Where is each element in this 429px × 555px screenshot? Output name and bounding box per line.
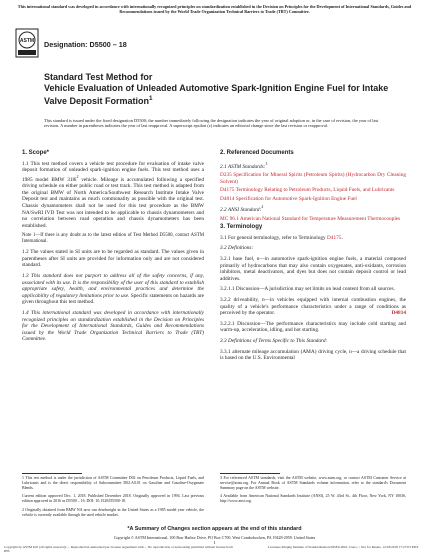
- paragraph-3-1: 3.1 For general terminology, refer to Terminology D4175.: [220, 234, 343, 241]
- copyright-line: Copyright © ASTM International, 100 Barr Harbor Drive, PO Box C700, West Conshohocken, PA 19428-2959. United States: [113, 535, 316, 540]
- footnote-1: 1 This test method is under the jurisdiction of ASTM Committee D02 on Petroleum Products, Liquid Fuels, and Lubricants and is the direct responsibility of Subcommittee D02.A0.01 on Gasoline and Gasoline-Oxygenate Blends.: [22, 476, 204, 490]
- reference-d4175[interactable]: D4175 Terminology Relating to Petroleum Products, Liquid Fuels, and Lubricants: [220, 187, 395, 194]
- footnote-3: 3 For referenced ASTM standards, visit the ASTM website, www.astm.org, or contact ASTM Customer Service at service@astm.org. For Annual Book of ASTM Standards volume information, refer to the standard's Document Summary page on the ASTM website.: [220, 476, 406, 490]
- reference-d235[interactable]: D235 Specification for Mineral Spirits (Petroleum Spirits) (Hydrocarbon Dry Cleaning Solvent): [220, 171, 406, 185]
- link-d4814[interactable]: D4814: [391, 310, 406, 317]
- paragraph-3-2: 3.2 Definitions:: [220, 245, 254, 252]
- note-1: Note 1—If there is any doubt as to the latest edition of Test Method D5500, contact ASTM International.: [22, 233, 204, 245]
- paragraph-1-2: 1.2 The values stated in SI units are to be regarded as standard. The values given in parentheses after SI units are provided for information only and are not considered standard.: [22, 249, 204, 269]
- footnote-divider-left: [22, 473, 82, 474]
- license-notice-left: Copyright by ASTM Int'l (all rights reserved); ... Reproduction authorized per License Agreement with ... No reproduction or networking permitted without license from IHS: [4, 545, 233, 554]
- right-column: [220, 148, 406, 366]
- paragraph-3-2-2-1: 3.2.2.1 Discussion—The performance characteristics may include cold starting and warm-up, acceleration, idling, and hot starting.: [220, 320, 406, 334]
- paragraph-3-2-1-1: 3.2.1.1 Discussion—A jurisdiction may set limits on lead content from all sources.: [220, 286, 395, 293]
- title-block: [44, 72, 394, 106]
- paragraph-1-1: 1.1 This test method covers a vehicle test procedure for evaluation of intake valve deposit formation of unleaded spark-ignition engine fuels. This test method uses a 1985 model BMW $318i^2$ vehicle. Mileage is accumulated following a specified driving schedule on either public road or test track. This test method is adapted from the original BMW of North America/Southwest Research Institute Intake Valve Deposit test and maintains as much commonality as possible with the original test. Chassis dynamometers shall not be used for this test procedure as the BMW NA/SwRI IVD Test was not intended to be applicable to chassis dynamometers and no correlation between road operation and chassis dynamometers has been established.: [22, 160, 204, 229]
- page-number: 1: [213, 540, 216, 545]
- license-notice-right: Licensee=Daqing Institute of Standardization/5958112001, User=, / Not for Resale, 12/18/2018 17:27:03 MST: [268, 545, 419, 549]
- summary-of-changes-banner: *A Summary of Changes section appears at the end of this standard: [127, 526, 302, 532]
- reference-d4814[interactable]: D4814 Specification for Automotive Spark-Ignition Engine Fuel: [220, 195, 357, 202]
- paragraph-3-3: 3.3 Definitions of Terms Specific to This Standard:: [220, 338, 328, 344]
- footnote-2: 2 Originally obtained from BMW NA now can deadweight in the United States as a 1985 model year vehicle, the vehicle is currently available through the used vehicle market.: [22, 507, 204, 517]
- footnote-divider-right: [220, 473, 280, 474]
- section-heading-referenced-documents: 2. Referenced Documents: [220, 150, 294, 156]
- left-column: [22, 148, 204, 347]
- section-heading-scope: 1. Scope*: [22, 150, 50, 156]
- ansi-standard-label: 2.2 ANSI Standard:$^4$: [220, 205, 264, 214]
- paragraph-3-2-2: 3.2.2 driveability, n—in vehicles equipped with internal combustion engines, the quality of a vehicle's performance characteristics under a range of conditions as perceived by the operator. D4814: [220, 297, 406, 317]
- paragraph-3-3-1: 3.3.1 alternate mileage accumulation (AMA) driving cycle, n—a driving schedule that is based on the U.S. Environmental: [220, 348, 406, 362]
- document-title: Vehicle Evaluation of Unleaded Automotive Spark-Ignition Engine Fuel for Intake Valve Deposit Formation$^1$: [44, 83, 389, 106]
- section-heading-terminology: 3. Terminology: [220, 224, 263, 231]
- reference-mc96-1[interactable]: MC 96.1 American National Standard for Temperature Measurement Thermocouples: [220, 215, 401, 222]
- paragraph-1-4: 1.4 This international standard was developed in accordance with internationally recognized principles on standardization established in the Decision on Principles for the Development of International Standards, Guides and Recommendations issued by the World Trade Organization Technical Barriers to Trade (TBT) Committee.: [22, 310, 204, 343]
- link-d4175[interactable]: D4175: [327, 234, 342, 241]
- astm-standards-label: 2.1 ASTM Standards:$^3$: [220, 161, 268, 170]
- footnote-1-edition: Current edition approved Dec. 1, 2018. Published December 2018. Originally approved in 1994. Last previous edition approved in 2016 as D5500 – 16. DOI: 10.1520/D5500-18.: [22, 494, 204, 504]
- footnote-4: 4 Available from American National Standards Institute (ANSI), 25 W. 43rd St., 4th Floor, New York, NY 10036, http://www.ansi.org.: [220, 494, 406, 504]
- wto-notice: This international standard was developed in accordance with internationally recognized principles on standardization established in the Decision on Principles for the Development of International Standards, Guides and Recommendations issued by the World Trade Organization Technical Barriers to Trade (TBT) Committee.: [17, 4, 412, 15]
- paragraph-1-3: 1.3 This standard does not purport to address all of the safety concerns, if any, associated with its use. It is the responsibility of the user of this standard to establish appropriate safety, health, and environmental practices and determine the applicability of regulatory limitations prior to use. Specific statements on hazards are given throughout this test method.: [22, 273, 204, 306]
- designation: Designation: D5500 – 18: [44, 40, 127, 49]
- footnotes-left: [22, 476, 204, 522]
- footnotes-right: [220, 476, 406, 508]
- title-prefix: Standard Test Method for: [44, 72, 153, 82]
- issuance-note: This standard is issued under the fixed designation D5500; the number immediately following the designation indicates the year of original adoption or, in the case of revision, the year of last revision. A number in parentheses indicates the year of last reapproval. A superscript epsilon (ε) indicates an editorial change since the last revision or reapproval.: [44, 118, 379, 129]
- svg-text:ASTM: ASTM: [19, 38, 35, 44]
- paragraph-3-2-1: 3.2.1 base fuel, n—in automotive spark-ignition engine fuels, a material composed primarily of hydrocarbons that may also contain oxygenates, anti-oxidants, corrosion inhibitors, metal deactivators, and dyes but does not contain deposit control or lead additives.: [220, 256, 406, 282]
- astm-logo-icon: [15, 28, 39, 58]
